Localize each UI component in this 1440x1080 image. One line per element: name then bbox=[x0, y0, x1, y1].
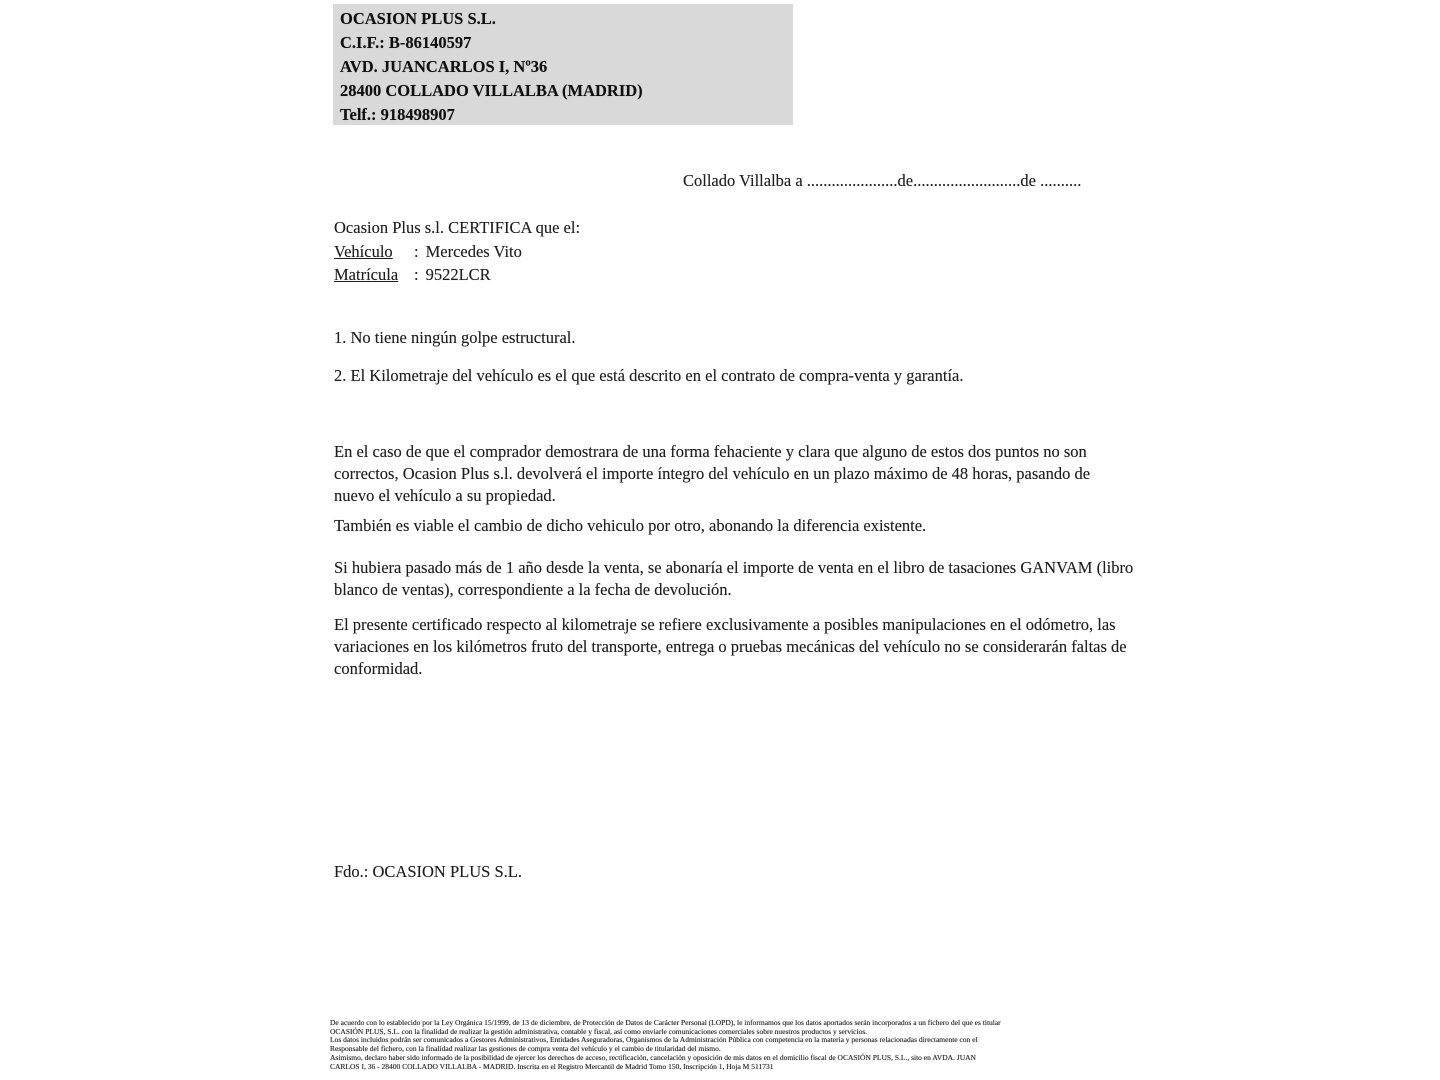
legal-line-6: CARLOS I, 36 - 28400 COLLADO VILLALBA - MADRID. Inscrita en el Registro Mercantil de Madrid Tomo 150, Inscripción 1, Hoja M 511731 bbox=[330, 1061, 774, 1071]
legal-line-1: De acuerdo con lo establecido por la Ley Orgánica 15/1999, de 13 de diciembre, de Protección de Datos de Carácter Personal (LOPD), le informamos que los datos aportados serán incorporados a un fichero del que es titular bbox=[330, 1018, 1001, 1027]
signature-line: Fdo.: OCASION PLUS S.L. bbox=[334, 862, 522, 881]
vehicle-label: Vehículo bbox=[334, 241, 393, 261]
paragraph-refund-terms: En el caso de que el comprador demostrara de una forma fehaciente y clara que alguno de estos dos puntos no son correctos, Ocasion Plus s.l. devolverá el importe íntegro del vehículo en un plazo máximo de 48 horas, pasando de nuevo el vehículo a su propiedad. bbox=[334, 442, 1091, 505]
legal-line-4: Responsable del fichero, con la finalidad realizar las gestiones de compra venta del vehículo y el cambio de titularidad del mismo. bbox=[330, 1044, 721, 1054]
company-name: OCASION PLUS S.L. bbox=[340, 9, 496, 28]
paragraph-odometer-scope: El presente certificado respecto al kilometraje se refiere exclusivamente a posibles manipulaciones en el odómetro, las variaciones en los kilómetros fruto del transporte, entrega o pruebas mecánicas del vehículo no se considerarán faltas de conformidad. bbox=[334, 615, 1127, 678]
vehicle-field-row bbox=[334, 240, 580, 264]
company-city: 28400 COLLADO VILLALBA (MADRID) bbox=[340, 81, 643, 100]
plate-value: 9522LCR bbox=[425, 265, 491, 284]
legal-line-5: Asimismo, declaro haber sido informado de la posibilidad de ejercer los derechos de acceso, rectificación, cancelación y oposición de mis datos en el domicilio fiscal de OCASIÓN PLUS, S.L., sito en AVDA. JUAN bbox=[330, 1052, 976, 1062]
plate-separator: : bbox=[414, 265, 419, 284]
company-header-box bbox=[333, 4, 793, 125]
company-phone: Telf.: 918498907 bbox=[340, 105, 455, 124]
plate-field-row bbox=[334, 263, 580, 287]
paragraph-exchange-option: También es viable el cambio de dicho vehiculo por otro, abonando la diferencia existente. bbox=[334, 516, 927, 535]
vehicle-separator: : bbox=[414, 241, 419, 261]
point-2: 2. El Kilometraje del vehículo es el que está descrito en el contrato de compra-venta y garantía. bbox=[334, 366, 964, 385]
company-cif: C.I.F.: B-86140597 bbox=[340, 33, 472, 52]
company-address: AVD. JUANCARLOS I, Nº36 bbox=[340, 57, 548, 76]
plate-label: Matrícula bbox=[334, 265, 399, 284]
certifica-line: Ocasion Plus s.l. CERTIFICA que el: bbox=[334, 218, 581, 237]
certification-block bbox=[334, 216, 580, 287]
legal-line-3: Los datos incluidos podrán ser comunicados a Gestores Administrativos, Entidades Aseguradoras, Organismos de la Administración Pública con competencia en la materia y personas relacionadas directamente con el bbox=[330, 1035, 978, 1045]
vehicle-value: Mercedes Vito bbox=[425, 241, 522, 261]
certification-points bbox=[334, 327, 1134, 387]
paragraph-ganvam-valuation: Si hubiera pasado más de 1 año desde la venta, se abonaría el importe de venta en el libro de tasaciones GANVAM (libro blanco de ventas), correspondiente a la fecha de devolución. bbox=[334, 558, 1134, 599]
legal-footer bbox=[330, 1019, 1001, 1071]
date-line: Collado Villalba a ......................de..........................de .......... bbox=[683, 171, 1082, 190]
point-1: 1. No tiene ningún golpe estructural. bbox=[334, 328, 576, 347]
legal-line-2: OCASIÓN PLUS, S.L. con la finalidad de realizar la gestión administrativa, contable y fiscal, así como enviarle comunicaciones comerciales sobre nuestros productos y servicios. bbox=[330, 1026, 868, 1036]
